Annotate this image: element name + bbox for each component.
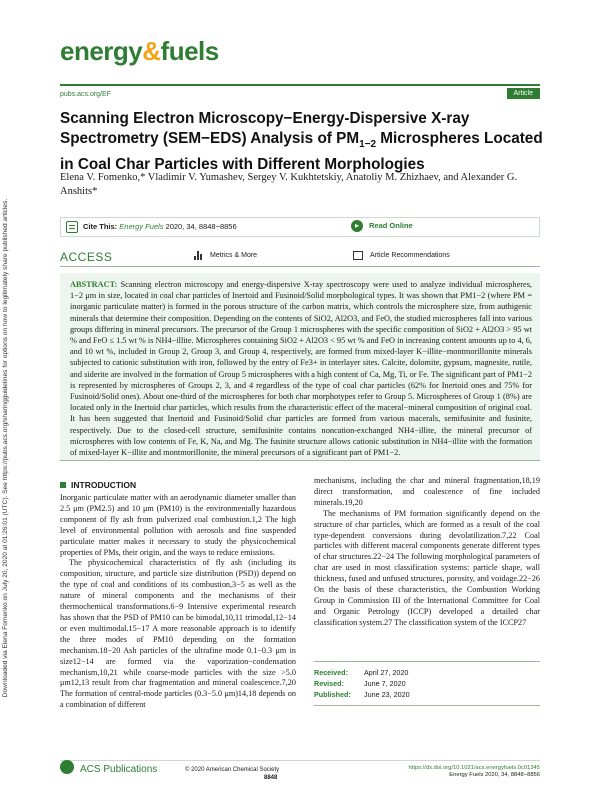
publisher-name: ACS Publications [80, 764, 158, 775]
date-label: Revised: [314, 679, 344, 688]
cite-volume: 2020, 34, 8848−8856 [163, 222, 237, 231]
date-label: Received: [314, 668, 348, 677]
date-value: June 7, 2020 [364, 679, 406, 688]
access-label: ACCESS [60, 250, 113, 264]
journal-amp: & [142, 36, 161, 66]
author-list: Elena V. Fomenko,* Vladimir V. Yumashev, Sergey V. Kukhtetskiy, Anatoliy M. Zhizhaev, and Alexander G. Anshits* [60, 172, 518, 197]
date-row [314, 667, 540, 678]
date-row [314, 678, 540, 689]
paragraph: The physicochemical characteristics of fly ash (including its composition, structure, and particle size distribution (PSD)) depend on the type of coal and conditions of its combustion,3−5 as well as the nature of mineral components and the mechanisms of their thermochemical transformations.6−9 Intensive experimental research has shown that the PSD of PM10 can be bimodal,10,11 trimodal,12−14 or even multimodal.15−17 A more reasonable approach is to identify the three modes of PM10 depending on the formation mechanism.18−20 Ash particles of the ultrafine mode 0.1−0.3 μm in size12−14 are formed via the vaporization−condensation mechanism,10,21 while coarse-mode particles with the size >5.0 μm12,13 result from char fragmentation and mineral coalescence.7,20 The formation of central-mode particles (0.3−5.0 μm)14,18 depends on a combination of different [60, 558, 296, 710]
journal-url-link[interactable]: pubs.acs.org/EF [60, 91, 111, 98]
journal-name-part2: fuels [160, 36, 219, 66]
paragraph: Inorganic particulate matter with an aerodynamic diameter smaller than 2.5 μm (PM2.5) and 10 μm (PM10) is the environmentally hazardous component of fly ash from pulverized coal combustion.1,2 The high level of environmental pollution with aerosols and fine suspended particulate matter makes it necessary to study the physicochemical properties of PMs, their origin, and the ways to reduce emissions. [60, 493, 296, 557]
section-heading [60, 480, 136, 490]
abstract [70, 279, 532, 458]
date-label: Published: [314, 690, 351, 699]
title-part: Microspheres Located in Coal Char Particles with Different Morphologies [60, 130, 543, 174]
cite-box [60, 217, 540, 237]
abstract-text: Scanning electron microscopy and energy-dispersive X-ray spectroscopy were used to analyze individual microspheres, 1−2 μm in size, located in coal char particles of Inertoid and Fusinoid/Solid morphological types. It was shown that PM1−2 (where PM = inorganic particulate matter) is formed in the porous structure of the carbon matrix, which controls the microsphere size, from authigenic minerals that determine their composition. Depending on the contents of SiO2, Al2O3, and FeO, the studied microspheres fall into various groups differing in mineral precursors. The precursor of the Group 1 microspheres with the specific composition of SiO2 + Al2O3 > 95 wt % and FeO ≤ 1.5 wt % is NH4−illite. Microspheres containing SiO2 + Al2O3 < 95 wt % and FeO in increasing content amounts up to 4, 6, and 10 wt %, included in Group 2, Group 3, and Group 4, respectively, are formed from mixed-layer K−illite−montmorillonite minerals subjected to cationic substitution with iron, followed by the entry of Fe3+ in interlayer sites. Calcite, dolomite, gypsum, magnesite, rutile, and siderite are involved in the formation of Group 5 microspheres with a high content of Ca, Mg, Ti, or Fe. The significant part of PM1−2 is represented by microspheres of Groups 2, 3, and 4 regardless of the type of coal char particles (62% for Inertoid ones and 75% for Fusinoid/Solid ones). About one-third of the microspheres for both char morphotypes refer to Group 5. Microspheres of Group 1 (8%) are located only in the Inertoid char particles, which results from the characteristic effect of the maceral−mineral composition of original coal. It has been suggested that Inertoid and Fusinoid/Solid char particles are formed from various macerals, semifusinite and fusinite, respectively. Due to the closed-cell structure, semifusinite contains noncation-exchanged NH4−illite, the mineral precursor of microspheres with low contents of Fe, K, Na, and Mg. The fusinite structure allows cationic substitution in NH4−illite with the formation of mixed-layer K−illite and montmorillonite, the mineral precursors of a significant part of PM1−2. [70, 280, 532, 458]
doi-link[interactable]: https://dx.doi.org/10.1021/acs.energyfuels.0c01345 [408, 765, 540, 771]
date-value: June 23, 2020 [364, 690, 410, 699]
title-subscript: 1−2 [359, 139, 377, 151]
date-row [314, 689, 540, 700]
read-online-icon[interactable]: ▸ [351, 220, 363, 232]
section-heading-text: INTRODUCTION [71, 480, 137, 490]
doi-block [409, 765, 541, 779]
title-part: Scanning Electron Microscopy−Energy-Dispersive X-ray Spectrometry (SEM−EDS) Analysis of PM [60, 110, 470, 147]
abstract-label: ABSTRACT: [70, 280, 118, 289]
column-left [60, 493, 296, 711]
paragraph: mechanisms, including the char and mineral fragmentation,18,19 direct transformation, and coalescence of fine included minerals.19,20 [314, 476, 540, 507]
journal-name-part1: energy [60, 36, 143, 66]
copyright: © 2020 American Chemical Society [185, 767, 280, 773]
publication-dates [314, 661, 540, 706]
cite-label: Cite This: [83, 222, 118, 231]
column-right [314, 476, 540, 629]
footer-rule [60, 760, 540, 761]
bar-chart-icon[interactable] [194, 251, 203, 260]
metrics-link[interactable]: Metrics & More [210, 252, 258, 259]
paper-title [60, 109, 546, 175]
article-type-badge: Article [507, 88, 540, 99]
read-online-link[interactable]: Read Online [369, 221, 413, 230]
recommendations-link[interactable]: Article Recommendations [370, 252, 450, 259]
section-bullet-icon [60, 482, 66, 488]
access-bar [60, 250, 540, 264]
recommendations-icon[interactable] [353, 251, 363, 260]
access-rule [60, 266, 540, 267]
journal-logo [60, 36, 219, 67]
page-number: 8848 [264, 775, 278, 781]
header-rule [60, 84, 540, 86]
paragraph: The mechanisms of PM formation significantly depend on the structure of char particles, which are formed as a result of the coal type-dependent conversions during devolatilization.7,22 Coal particles with different maceral components generate different types of char structures.22−24 The following morphological parameters of char are used in most classification systems: particle shape, wall thickness, fused and unfused structures, porosity, and voidage.22−26 On the basis of these characteristics, the Combustion Working Group in Commission III of the International Committee for Coal and Organic Petrology (ICCP) developed a detailed char classification system.27 The classification system of the ICCP27 [314, 508, 540, 627]
date-value: April 27, 2020 [364, 668, 409, 677]
acs-logo-icon [60, 760, 74, 774]
cite-text [83, 222, 237, 231]
download-notice: Downloaded via Elena Fomenko on July 20, 2020 at 01:26:01 (UTC). See https://pubs.acs.org/sharingguidelines for options on how to legitimately share published articles. [2, 198, 9, 698]
footer-citation: Energy Fuels 2020, 34, 8848−8856 [449, 772, 540, 778]
cite-journal-link[interactable]: Energy Fuels [119, 222, 164, 231]
cite-icon [66, 221, 78, 233]
